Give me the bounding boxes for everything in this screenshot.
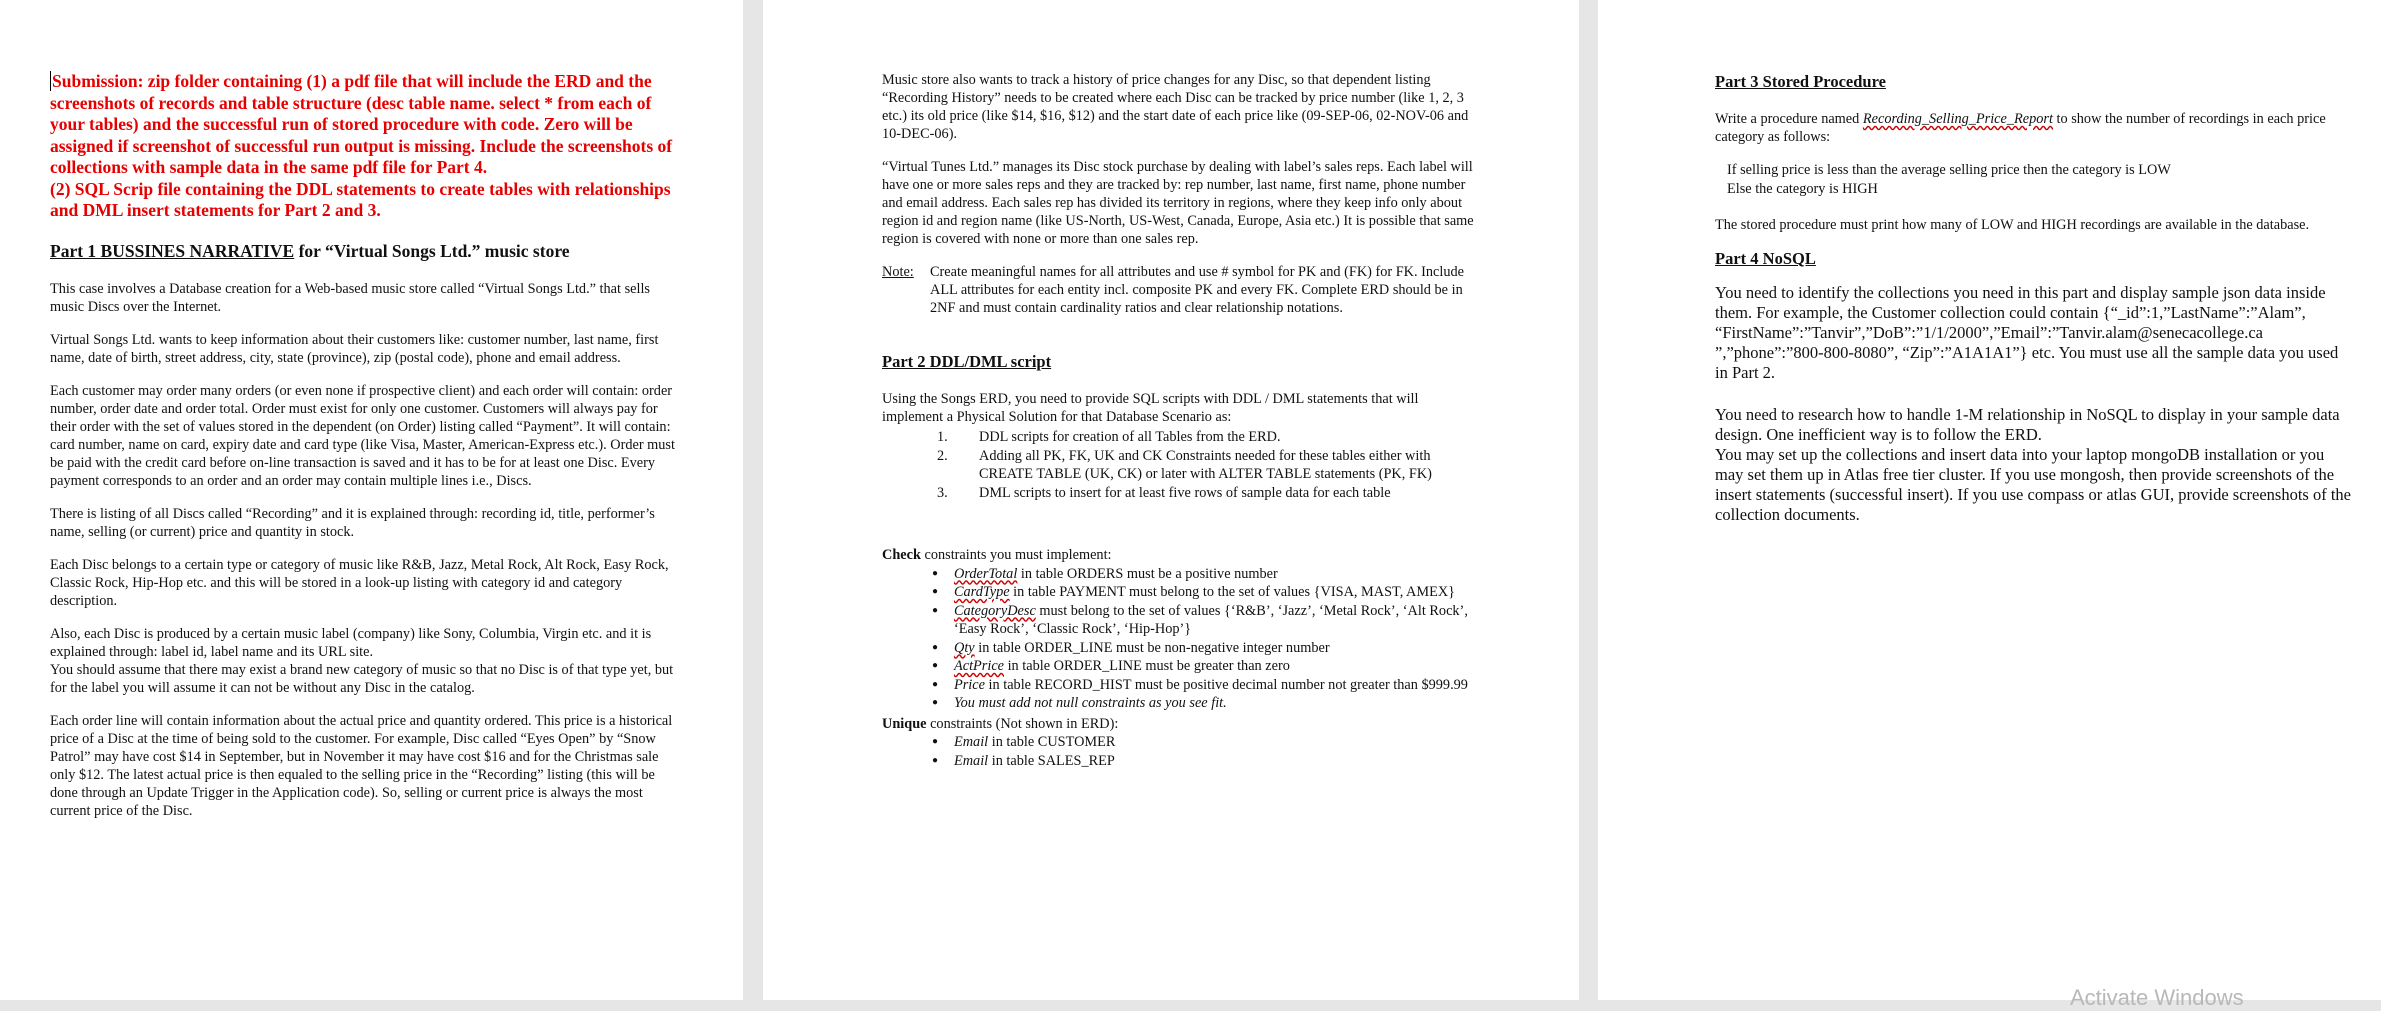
part4-paragraph-1: You need to identify the collections you need in this part and display sample json data inside them. For example, the Customer collection could contain {“_id”:1,”LastName”:”Alam”, “FirstName”:”Tanvir”,”DoB”:”1/1/2000”,”Email”:”Tanvir.alam@senecacollege.ca ”,”phone”:”800-800-8080”, “Zip”:”A1A1A1”} etc. You must use all the sample data you used in Part 2. — [1715, 283, 2339, 382]
page-1-content — [50, 71, 675, 835]
submission-line-2: (2) SQL Scrip file containing the DDL statements to create tables with relationships and DML insert statements for Part 2 and 3. — [50, 178, 671, 220]
list-item: ● Qty in table ORDER_LINE must be non-negative integer number — [954, 639, 1477, 658]
list-item: ● ActPrice in table ORDER_LINE must be greater than zero — [954, 657, 1477, 676]
list-item: 3. DML scripts to insert for at least five rows of sample data for each table — [937, 484, 1391, 501]
activation-watermark: Activate Windows — [2070, 985, 2244, 1010]
part4-heading: Part 4 NoSQL — [1715, 249, 1816, 268]
part3-intro: Write a procedure named Recording_Selling_Price_Report to show the number of recordings in each price category as follows: — [1715, 111, 2326, 145]
unique-constraints-list — [882, 733, 1477, 770]
list-item: ● OrderTotal in table ORDERS must be a positive number — [954, 565, 1477, 584]
part1-heading-underlined: Part 1 BUSSINES NARRATIVE — [50, 240, 295, 261]
part4-paragraph-2: You need to research how to handle 1-M relationship in NoSQL to display in your sample data design. One inefficient way is to follow the ERD. You may set up the collections and insert data into your laptop mongoDB installation or you may set them up in Atlas free tier cluster. If you use mongosh, then provide screenshots of the insert statements (successful insert). If you use compass or atlas GUI, provide screenshots of the collection documents. — [1715, 405, 2351, 524]
ddl-steps-list — [882, 428, 1477, 502]
list-item: ● Email in table CUSTOMER — [954, 733, 1477, 752]
paragraph: “Virtual Tunes Ltd.” manages its Disc stock purchase by dealing with label’s sales reps. Each label will have one or more sales reps and they are tracked by: rep number, last name, first name, phone number and email address. Each sales rep has divided its territory in regions, where they keep info only about region id and region name (like US-North, US-West, Canada, Europe, Asia etc.) It is possible that same region is covered with none or more than one sales rep. — [882, 159, 1474, 247]
page-2-content — [882, 71, 1477, 772]
part3-outro: The stored procedure must print how many of LOW and HIGH recordings are available in the database. — [1715, 217, 2310, 233]
list-item: 2. Adding all PK, FK, UK and CK Constraints needed for these tables either with CREATE TABLE (UK, CK) or later with ALTER TABLE statements (PK, FK) — [937, 447, 1432, 482]
submission-instructions — [50, 71, 675, 222]
part2-intro: Using the Songs ERD, you need to provide SQL scripts with DDL / DML statements that will implement a Physical Solution for that Database Scenario as: — [882, 391, 1419, 425]
document-page-1[interactable] — [0, 0, 743, 1000]
page-3-content — [1715, 71, 2355, 547]
rule-high: Else the category is HIGH — [1727, 180, 1878, 197]
document-page-2[interactable] — [763, 0, 1579, 1000]
document-page-3[interactable] — [1598, 0, 2381, 1000]
list-item: ● CardType in table PAYMENT must belong to the set of values {VISA, MAST, AMEX} — [954, 583, 1477, 602]
text-cursor — [50, 71, 51, 91]
list-item: ● Price in table RECORD_HIST must be positive decimal number not greater than $999.99 — [954, 676, 1477, 695]
note-text: Create meaningful names for all attributes and use # symbol for PK and (FK) for FK. Include ALL attributes for each entity incl. composite PK and every FK. Complete ERD should be in 2NF and must contain cardinality ratios and clear relationship notations. — [930, 264, 1465, 316]
check-constraints-heading: Check constraints you must implement: — [882, 547, 1112, 563]
paragraph: There is listing of all Discs called “Recording” and it is explained through: recording id, title, performer’s name, selling (or current) price and quantity in stock. — [50, 505, 655, 540]
submission-line-1: Submission: zip folder containing (1) a pdf file that will include the ERD and — [52, 71, 624, 91]
list-item: ● Email in table SALES_REP — [954, 752, 1477, 771]
paragraph: Also, each Disc is produced by a certain music label (company) like Sony, Columbia, Virgin etc. and it is explained through: label id, label name and its URL site. You should assume that there may exist a brand new category of music so that no Disc is of that type yet, but for the label you will assume it can not be without any Disc in the catalog. — [50, 625, 674, 696]
paragraph: Virtual Songs Ltd. wants to keep information about their customers like: customer number, last name, first name, date of birth, street address, city, state (province), zip (postal code), phone and email address. — [50, 331, 659, 366]
erd-note — [882, 263, 1477, 317]
submission-line-rest: the screenshots of records and table structure (desc table name. select * from each of your tables) and the successful run of stored procedure with code. Zero will be assigned if screenshot of successful run output is missing. Include the screenshots of collections with sample data in the same pdf file for Part 4. — [50, 71, 673, 177]
procedure-name: Recording_Selling_Price_Report — [1862, 111, 2053, 127]
price-category-rules — [1715, 161, 2355, 198]
paragraph: This case involves a Database creation for a Web-based music store called “Virtual Songs Ltd.” that sells music Discs over the Internet. — [50, 280, 650, 315]
check-constraints-list — [882, 565, 1477, 713]
unique-constraints-heading: Unique constraints (Not shown in ERD): — [882, 715, 1119, 732]
part1-heading-rest: for “Virtual Songs Ltd.” music store — [294, 240, 570, 261]
paragraph: Each Disc belongs to a certain type or category of music like R&B, Jazz, Metal Rock, Alt Rock, Easy Rock, Classic Rock, Hip-Hop etc. and this will be stored in a look-up listing with category id and category description. — [50, 556, 669, 609]
note-label: Note: — [882, 264, 914, 280]
part3-heading: Part 3 Stored Procedure — [1715, 72, 1886, 91]
paragraph: Music store also wants to track a history of price changes for any Disc, so that dependent listing “Recording History” needs to be created where each Disc can be tracked by price number (like 1, 2, 3 etc.) its old price (like $14, $16, $12) and the start date of each price like (09-SEP-06, 02-NOV-06 and 10-DEC-06). — [882, 72, 1469, 142]
rule-low: If selling price is less than the average selling price then the category is LOW — [1727, 162, 2171, 178]
part2-heading: Part 2 DDL/DML script — [882, 352, 1052, 371]
list-item: 1. DDL scripts for creation of all Tables from the ERD. — [937, 429, 1281, 445]
paragraph: Each order line will contain information about the actual price and quantity ordered. This price is a historical price of a Disc at the time of being sold to the customer. For example, Disc called “Eyes Open” by “Snow Patrol” may have cost $14 in September, but in November it may have cost $16 and for the Christmas sale only $12. The latest actual price is then equaled to the selling price in the “Recording” listing (this will be done through an Update Trigger in the Application code). So, selling or current price is always the most current price of the Disc. — [50, 712, 673, 819]
paragraph: Each customer may order many orders (or even none if prospective client) and each order will contain: order number, order date and order total. Order must exist for only one customer. Customers will always pay for their order with the set of values stored in the dependent (on Order) listing called “Payment”. It will contain: card number, name on card, expiry date and card type (like Visa, Master, American-Express etc.). Order must be paid with the credit card before on-line transaction is saved and it has to be for at least one Disc. Every payment corresponds to an order and an order may contain multiple lines i.e., Discs. — [50, 382, 675, 489]
list-item: ● You must add not null constraints as you see fit. — [954, 694, 1477, 713]
part1-heading — [50, 241, 675, 262]
list-item: ● CategoryDesc must belong to the set of values {‘R&B’, ‘Jazz’, ‘Metal Rock’, ‘Alt Rock’, ‘Easy Rock’, ‘Classic Rock’, ‘Hip-Hop’} — [954, 602, 1477, 639]
